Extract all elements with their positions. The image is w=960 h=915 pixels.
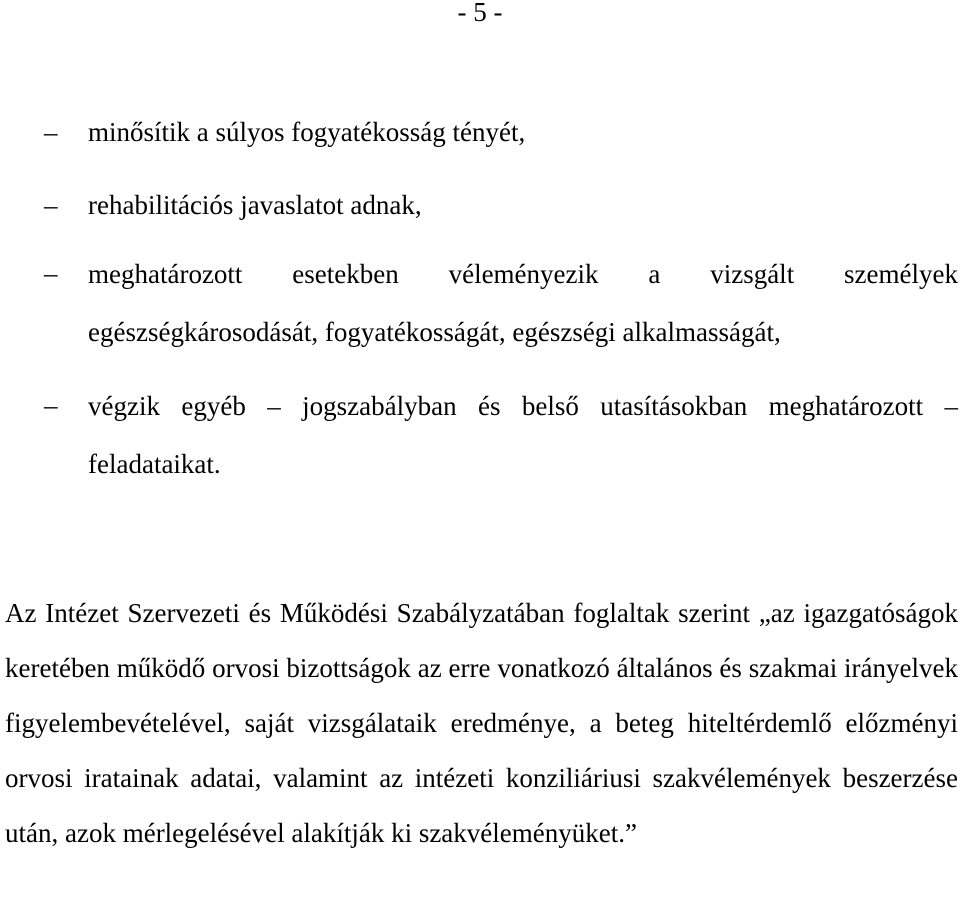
- list-dash: –: [44, 117, 58, 147]
- page-number: - 5 -: [457, 0, 503, 27]
- list-item-text: minősítik a súlyos fogyatékosság tényét,: [88, 117, 526, 147]
- list-item: [0, 252, 960, 361]
- list-dash: –: [44, 390, 58, 420]
- list-item: [0, 384, 960, 493]
- list-dash: –: [44, 190, 58, 220]
- list-item: [0, 184, 960, 227]
- list-item-text: meghatározott esetekben véleményezik a vizsgált személyek egészségkárosodását, fogyatékosságát, egészségi alkalmasságát,: [88, 259, 958, 347]
- list-dash: –: [44, 258, 58, 288]
- body-paragraph: Az Intézet Szervezeti és Működési Szabályzatában foglaltak szerint „az igazgatóságok keretében működő orvosi bizottságok az erre vonatkozó általános és szakmai irányelvek figyelembevételével, saját vizsgálataik eredménye, a beteg hiteltérdemlő előzményi orvosi iratainak adatai, valamint az intézeti konziliáriusi szakvélemények beszerzése után, azok mérlegelésével alakítják ki szakvéleményüket.”: [5, 598, 958, 848]
- list-item-text: végzik egyéb – jogszabályban és belső utasításokban meghatározott – feladataikat.: [88, 391, 958, 479]
- list-item-text: rehabilitációs javaslatot adnak,: [88, 190, 422, 220]
- list-item: [0, 111, 960, 154]
